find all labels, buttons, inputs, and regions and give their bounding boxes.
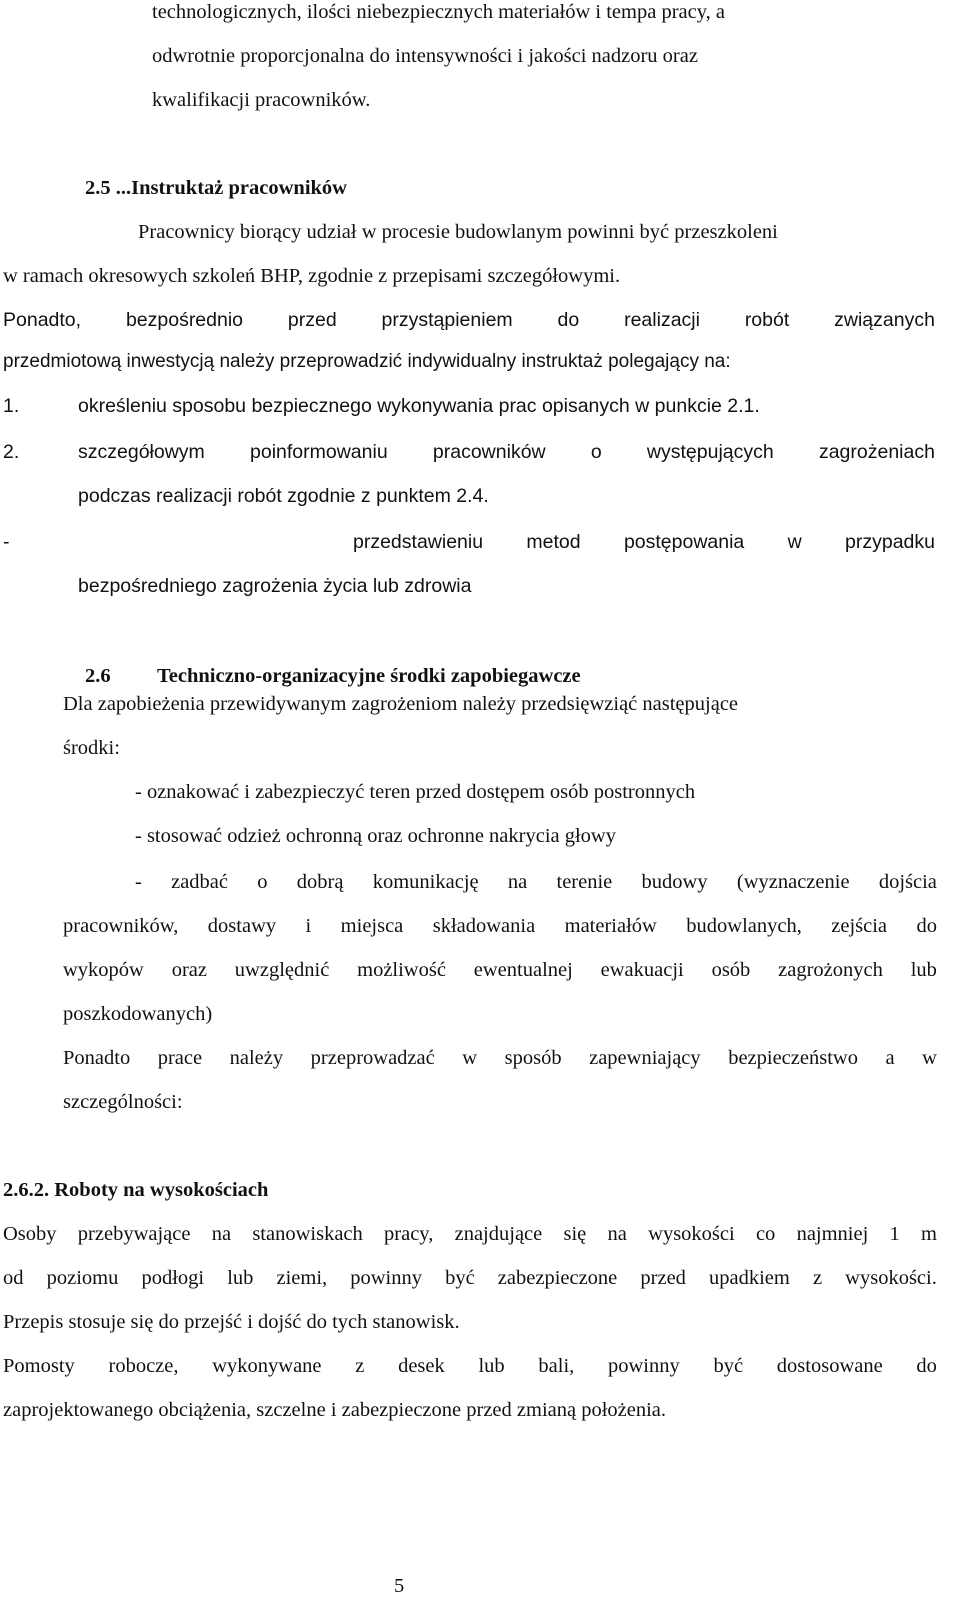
section-2-5-heading: 2.5 ...Instruktaż pracowników	[85, 177, 347, 199]
s262-p2-line-2: zaprojektowanego obciążenia, szczelne i zabezpieczone przed zmianą położenia.	[3, 1399, 667, 1421]
s26-intro-line-2: środki:	[63, 737, 120, 759]
s262-p2-line-1: Pomosty robocze, wykonywane z desek lub bali, powinny być dostosowane do	[3, 1355, 937, 1377]
section-2-6-title: Techniczno-organizacyjne środki zapobiegawcze	[157, 665, 581, 687]
s25-p1-line-2: w ramach okresowych szkoleń BHP, zgodnie z przepisami szczegółowymi.	[3, 265, 621, 287]
list-item-3-line-1: przedstawieniu metod postępowania w przypadku	[353, 531, 935, 553]
section-2-6-2-heading: 2.6.2. Roboty na wysokościach	[3, 1179, 269, 1201]
s25-p1-line-1: Pracownicy biorący udział w procesie budowlanym powinni być przeszkoleni	[138, 221, 778, 243]
list-item-2-line-2: podczas realizacji robót zgodnie z punktem 2.4.	[78, 485, 489, 507]
page-number: 5	[394, 1575, 405, 1597]
s262-p1-line-2: od poziomu podłogi lub ziemi, powinny być zabezpieczone przed upadkiem z wysokości.	[3, 1267, 937, 1289]
s26-closing-line-2: szczególności:	[63, 1091, 183, 1113]
list-item-2-line-1: szczegółowym poinformowaniu pracowników o występujących zagrożeniach	[78, 441, 935, 463]
s26-bullet-3-line-3: wykopów oraz uwzględnić możliwość ewentualnej ewakuacji osób zagrożonych lub	[63, 959, 937, 981]
s26-bullet-2: - stosować odzież ochronną oraz ochronne nakrycia głowy	[135, 825, 616, 847]
s26-intro-line-1: Dla zapobieżenia przewidywanym zagrożeniom należy przedsięwziąć następujące	[63, 693, 739, 715]
list-item-3-marker: -	[3, 531, 10, 553]
section-2-6-number: 2.6	[85, 665, 111, 687]
s26-closing-line-1: Ponadto prace należy przeprowadzać w sposób zapewniający bezpieczeństwo a w	[63, 1047, 937, 1069]
intro-line-1: technologicznych, ilości niebezpiecznych materiałów i tempa pracy, a	[152, 1, 725, 23]
list-item-1-text: określeniu sposobu bezpiecznego wykonywania prac opisanych w punkcie 2.1.	[78, 395, 760, 417]
list-item-2-marker: 2.	[3, 441, 20, 463]
s262-p1-line-3: Przepis stosuje się do przejść i dojść do tych stanowisk.	[3, 1311, 460, 1333]
s25-p2-line-1: Ponadto, bezpośrednio przed przystąpieniem do realizacji robót związanych	[3, 309, 935, 331]
s26-bullet-3-line-4: poszkodowanych)	[63, 1003, 213, 1025]
s26-bullet-3-line-1: - zadbać o dobrą komunikację na terenie budowy (wyznaczenie dojścia	[135, 871, 937, 893]
s262-p1-line-1: Osoby przebywające na stanowiskach pracy, znajdujące się na wysokości co najmniej 1 m	[3, 1223, 937, 1245]
list-item-3-line-2: bezpośredniego zagrożenia życia lub zdrowia	[78, 575, 472, 597]
s25-p2-line-2: przedmiotową inwestycją należy przeprowadzić indywidualny instruktaż polegający na:	[3, 351, 731, 372]
s26-bullet-3-line-2: pracowników, dostawy i miejsca składowania materiałów budowlanych, zejścia do	[63, 915, 937, 937]
list-item-1-marker: 1.	[3, 395, 20, 417]
intro-line-3: kwalifikacji pracowników.	[152, 89, 371, 111]
s26-bullet-1: - oznakować i zabezpieczyć teren przed dostępem osób postronnych	[135, 781, 696, 803]
intro-line-2: odwrotnie proporcjonalna do intensywności i jakości nadzoru oraz	[152, 45, 698, 67]
